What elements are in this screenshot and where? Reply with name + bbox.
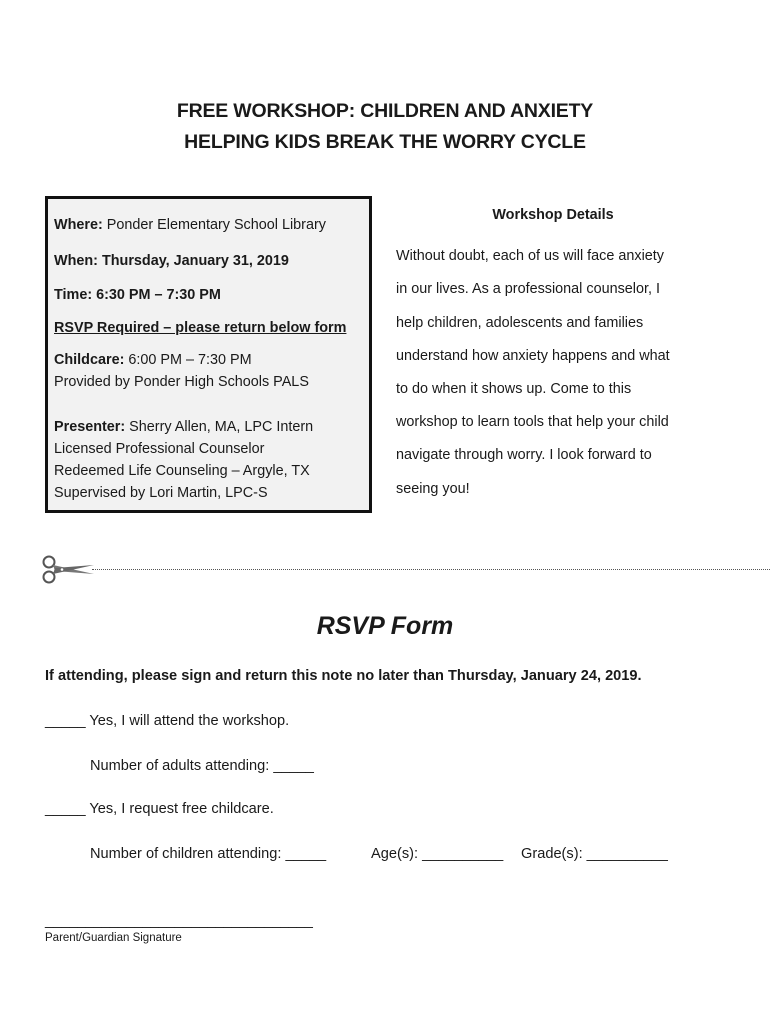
scissors-icon bbox=[40, 552, 96, 586]
childcare-label: Childcare: bbox=[54, 352, 125, 368]
title-line-1: FREE WORKSHOP: CHILDREN AND ANXIETY bbox=[176, 100, 594, 122]
attend-checkline[interactable]: _____ Yes, I will attend the workshop. bbox=[45, 713, 290, 729]
childcare-value: 6:00 PM – 7:30 PM bbox=[124, 352, 252, 368]
presenter-value: Sherry Allen, MA, LPC Intern bbox=[125, 419, 314, 435]
details-line: seeing you! bbox=[396, 481, 470, 497]
details-line: Without doubt, each of us will face anxiety bbox=[396, 248, 664, 264]
grades-field[interactable]: Grade(s): __________ bbox=[521, 846, 668, 862]
signature-field[interactable]: _________________________________ bbox=[45, 913, 313, 929]
rsvp-form-title: RSVP Form bbox=[316, 612, 454, 640]
details-line: workshop to learn tools that help your child bbox=[396, 414, 669, 430]
where-value: Ponder Elementary School Library bbox=[102, 217, 326, 233]
details-line: to do when it shows up. Come to this bbox=[396, 381, 632, 397]
details-line: in our lives. As a professional counselor, I bbox=[396, 281, 660, 297]
presenter-label: Presenter: bbox=[54, 419, 126, 435]
rsvp-required-row: RSVP Required – please return below form bbox=[54, 320, 347, 336]
page-title bbox=[0, 96, 770, 158]
presenter-supervisor: Supervised by Lori Martin, LPC-S bbox=[54, 485, 268, 501]
childcare-checkline[interactable]: _____ Yes, I request free childcare. bbox=[45, 801, 274, 817]
where-row bbox=[54, 214, 326, 236]
workshop-info-box bbox=[45, 196, 372, 513]
childcare-provider: Provided by Ponder High Schools PALS bbox=[54, 374, 309, 390]
workshop-details-heading: Workshop Details bbox=[492, 207, 614, 223]
presenter-organization: Redeemed Life Counseling – Argyle, TX bbox=[54, 463, 310, 479]
children-count-field[interactable]: Number of children attending: _____ bbox=[90, 846, 327, 862]
cut-line bbox=[40, 552, 770, 586]
rsvp-instruction: If attending, please sign and return this note no later than Thursday, January 24, 2019. bbox=[45, 668, 642, 684]
signature-label: Parent/Guardian Signature bbox=[45, 932, 182, 944]
adults-count-field[interactable]: Number of adults attending: _____ bbox=[90, 758, 314, 774]
presenter-credential: Licensed Professional Counselor bbox=[54, 441, 265, 457]
title-line-2: HELPING KIDS BREAK THE WORRY CYCLE bbox=[184, 131, 586, 153]
details-line: help children, adolescents and families bbox=[396, 315, 644, 331]
when-row: When: Thursday, January 31, 2019 bbox=[54, 253, 289, 269]
time-row: Time: 6:30 PM – 7:30 PM bbox=[54, 287, 221, 303]
childcare-row bbox=[54, 349, 252, 371]
dotted-cut-line bbox=[92, 569, 770, 570]
details-line: navigate through worry. I look forward to bbox=[396, 447, 652, 463]
ages-field[interactable]: Age(s): __________ bbox=[371, 846, 504, 862]
details-line: understand how anxiety happens and what bbox=[396, 348, 670, 364]
where-label: Where: bbox=[54, 217, 103, 233]
presenter-row bbox=[54, 416, 313, 438]
